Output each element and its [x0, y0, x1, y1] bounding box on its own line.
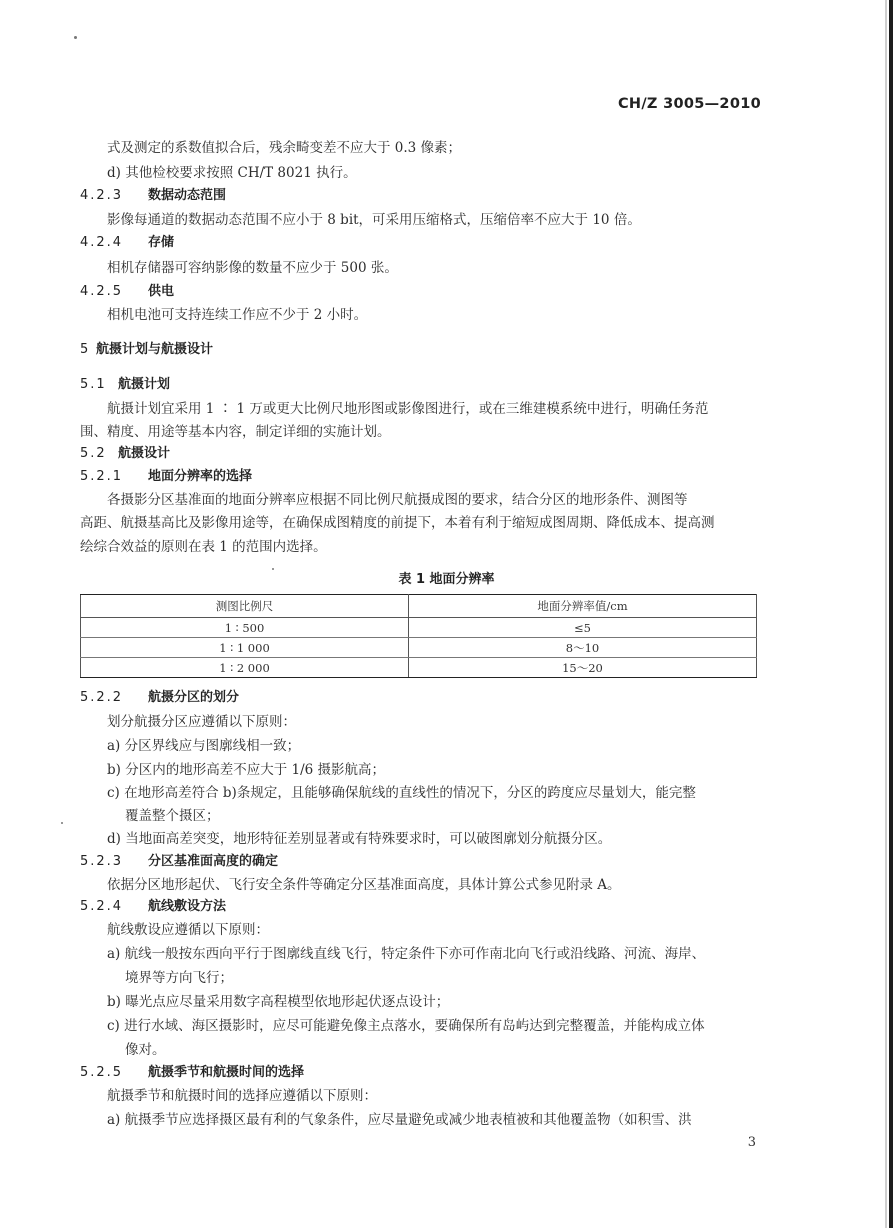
page-number: 3	[747, 1135, 756, 1150]
table-row	[81, 638, 757, 658]
chapter-heading-5	[80, 341, 213, 359]
section-title: 航摄计划与航摄设计	[96, 342, 214, 357]
list-item: b) 分区内的地形高差不应大于 1/6 摄影航高；	[107, 762, 386, 778]
standard-number: CH/Z 3005—2010	[617, 96, 761, 112]
section-title: 地面分辨率的选择	[148, 469, 253, 484]
paragraph-line: 围、精度、用途等基本内容，制定详细的实施计划。	[80, 424, 391, 440]
table-cell: ≤5	[409, 618, 757, 638]
list-item: d) 当地面高差突变，地形特征差别显著或有特殊要求时，可以破图廓划分航摄分区。	[107, 831, 612, 847]
section-number: 4.2.3	[80, 188, 124, 203]
section-heading-4-2-5	[80, 283, 174, 301]
section-heading-5-2-4	[80, 898, 226, 916]
paragraph-line: 绘综合效益的原则在表 1 的范围内选择。	[80, 539, 327, 555]
table-cell: 1 ∶ 1 000	[81, 638, 409, 658]
scan-speck	[74, 36, 77, 39]
section-heading-5-2-2	[80, 689, 239, 707]
section-heading-4-2-3	[80, 187, 226, 205]
paragraph-line: 依据分区地形起伏、飞行安全条件等确定分区基准面高度，具体计算公式参见附录 A。	[107, 877, 621, 893]
paragraph-line: 高距、航摄基高比及影像用途等，在确保成图精度的前提下，本着有利于缩短成图周期、降低成本、提高测	[80, 515, 715, 531]
section-title: 数据动态范围	[148, 188, 227, 203]
paragraph-line: 航摄季节和航摄时间的选择应遵循以下原则：	[107, 1088, 377, 1104]
list-item: a) 航摄季节应选择摄区最有利的气象条件，应尽量避免或减少地表植被和其他覆盖物（如积雪、洪	[107, 1112, 692, 1128]
list-item: a) 航线一般按东西向平行于图廓线直线飞行，特定条件下亦可作南北向飞行或沿线路、河流、海岸、	[107, 946, 706, 962]
section-title: 航摄设计	[118, 446, 171, 461]
section-number: 5.2.1	[80, 469, 124, 484]
section-number: 4.2.4	[80, 235, 124, 250]
paragraph-line: 影像每通道的数据动态范围不应小于 8 bit，可采用压缩格式，压缩倍率不应大于 10 倍。	[107, 212, 641, 228]
section-title: 航摄计划	[118, 377, 171, 392]
list-item: c) 在地形高差符合 b)条规定，且能够确保航线的直线性的情况下，分区的跨度应尽量划大，能完整	[107, 785, 696, 801]
section-number: 5.2	[80, 446, 107, 461]
section-heading-5-2-5	[80, 1064, 304, 1082]
scan-edge-shadow	[885, 0, 887, 1228]
table-cell: 15～20	[409, 658, 757, 678]
section-number: 5.1	[80, 377, 107, 392]
list-item: b) 曝光点应尽量采用数字高程模型依地形起伏逐点设计；	[107, 994, 450, 1010]
table-cell: 1 ∶ 500	[81, 618, 409, 638]
table-cell: 8～10	[409, 638, 757, 658]
list-item: d) 其他检校要求按照 CH/T 8021 执行。	[107, 165, 357, 181]
list-item: c) 进行水域、海区摄影时，应尽可能避免像主点落水，要确保所有岛屿达到完整覆盖，并能构成立体	[107, 1018, 705, 1034]
list-item-continuation: 境界等方向飞行；	[125, 970, 233, 986]
paragraph-line: 式及测定的系数值拟合后，残余畸变差不应大于 0.3 像素；	[107, 140, 462, 156]
table-caption: 表 1 地面分辨率	[398, 572, 495, 587]
section-heading-5-2-3	[80, 853, 278, 871]
section-heading-5-2	[80, 445, 170, 463]
section-title: 航线敷设方法	[148, 899, 227, 914]
table-header-scale: 测图比例尺	[81, 595, 409, 618]
section-title: 分区基准面高度的确定	[148, 854, 279, 869]
section-number: 5	[80, 342, 91, 357]
section-heading-5-1	[80, 376, 170, 394]
ground-resolution-table	[80, 594, 757, 678]
paragraph-line: 相机电池可支持连续工作应不少于 2 小时。	[107, 307, 368, 323]
section-heading-5-2-1	[80, 468, 252, 486]
section-number: 4.2.5	[80, 284, 124, 299]
list-item: a) 分区界线应与图廓线相一致；	[107, 738, 301, 754]
list-item-continuation: 像对。	[125, 1042, 166, 1058]
section-number: 5.2.4	[80, 899, 124, 914]
table-cell: 1 ∶ 2 000	[81, 658, 409, 678]
scan-speck	[61, 822, 63, 824]
section-number: 5.2.5	[80, 1065, 124, 1080]
paragraph-line: 航摄计划宜采用 1 ∶ 1 万或更大比例尺地形图或影像图进行，或在三维建模系统中进行，明确任务范	[107, 401, 709, 417]
table-row	[81, 618, 757, 638]
section-heading-4-2-4	[80, 234, 174, 252]
section-title: 航摄分区的划分	[148, 690, 240, 705]
paragraph-line: 相机存储器可容纳影像的数量不应少于 500 张。	[107, 260, 398, 276]
section-title: 存储	[148, 235, 175, 250]
table-header-resolution: 地面分辨率值/cm	[409, 595, 757, 618]
paragraph-line: 各摄影分区基准面的地面分辨率应根据不同比例尺航摄成图的要求，结合分区的地形条件、测图等	[107, 492, 688, 508]
scan-edge	[889, 0, 893, 1228]
paragraph-line: 航线敷设应遵循以下原则：	[107, 922, 269, 938]
paragraph-line: 划分航摄分区应遵循以下原则：	[107, 714, 296, 730]
section-title: 供电	[148, 284, 175, 299]
section-title: 航摄季节和航摄时间的选择	[148, 1065, 305, 1080]
table-row	[81, 658, 757, 678]
list-item-continuation: 覆盖整个摄区；	[125, 808, 220, 824]
section-number: 5.2.3	[80, 854, 124, 869]
section-number: 5.2.2	[80, 690, 124, 705]
